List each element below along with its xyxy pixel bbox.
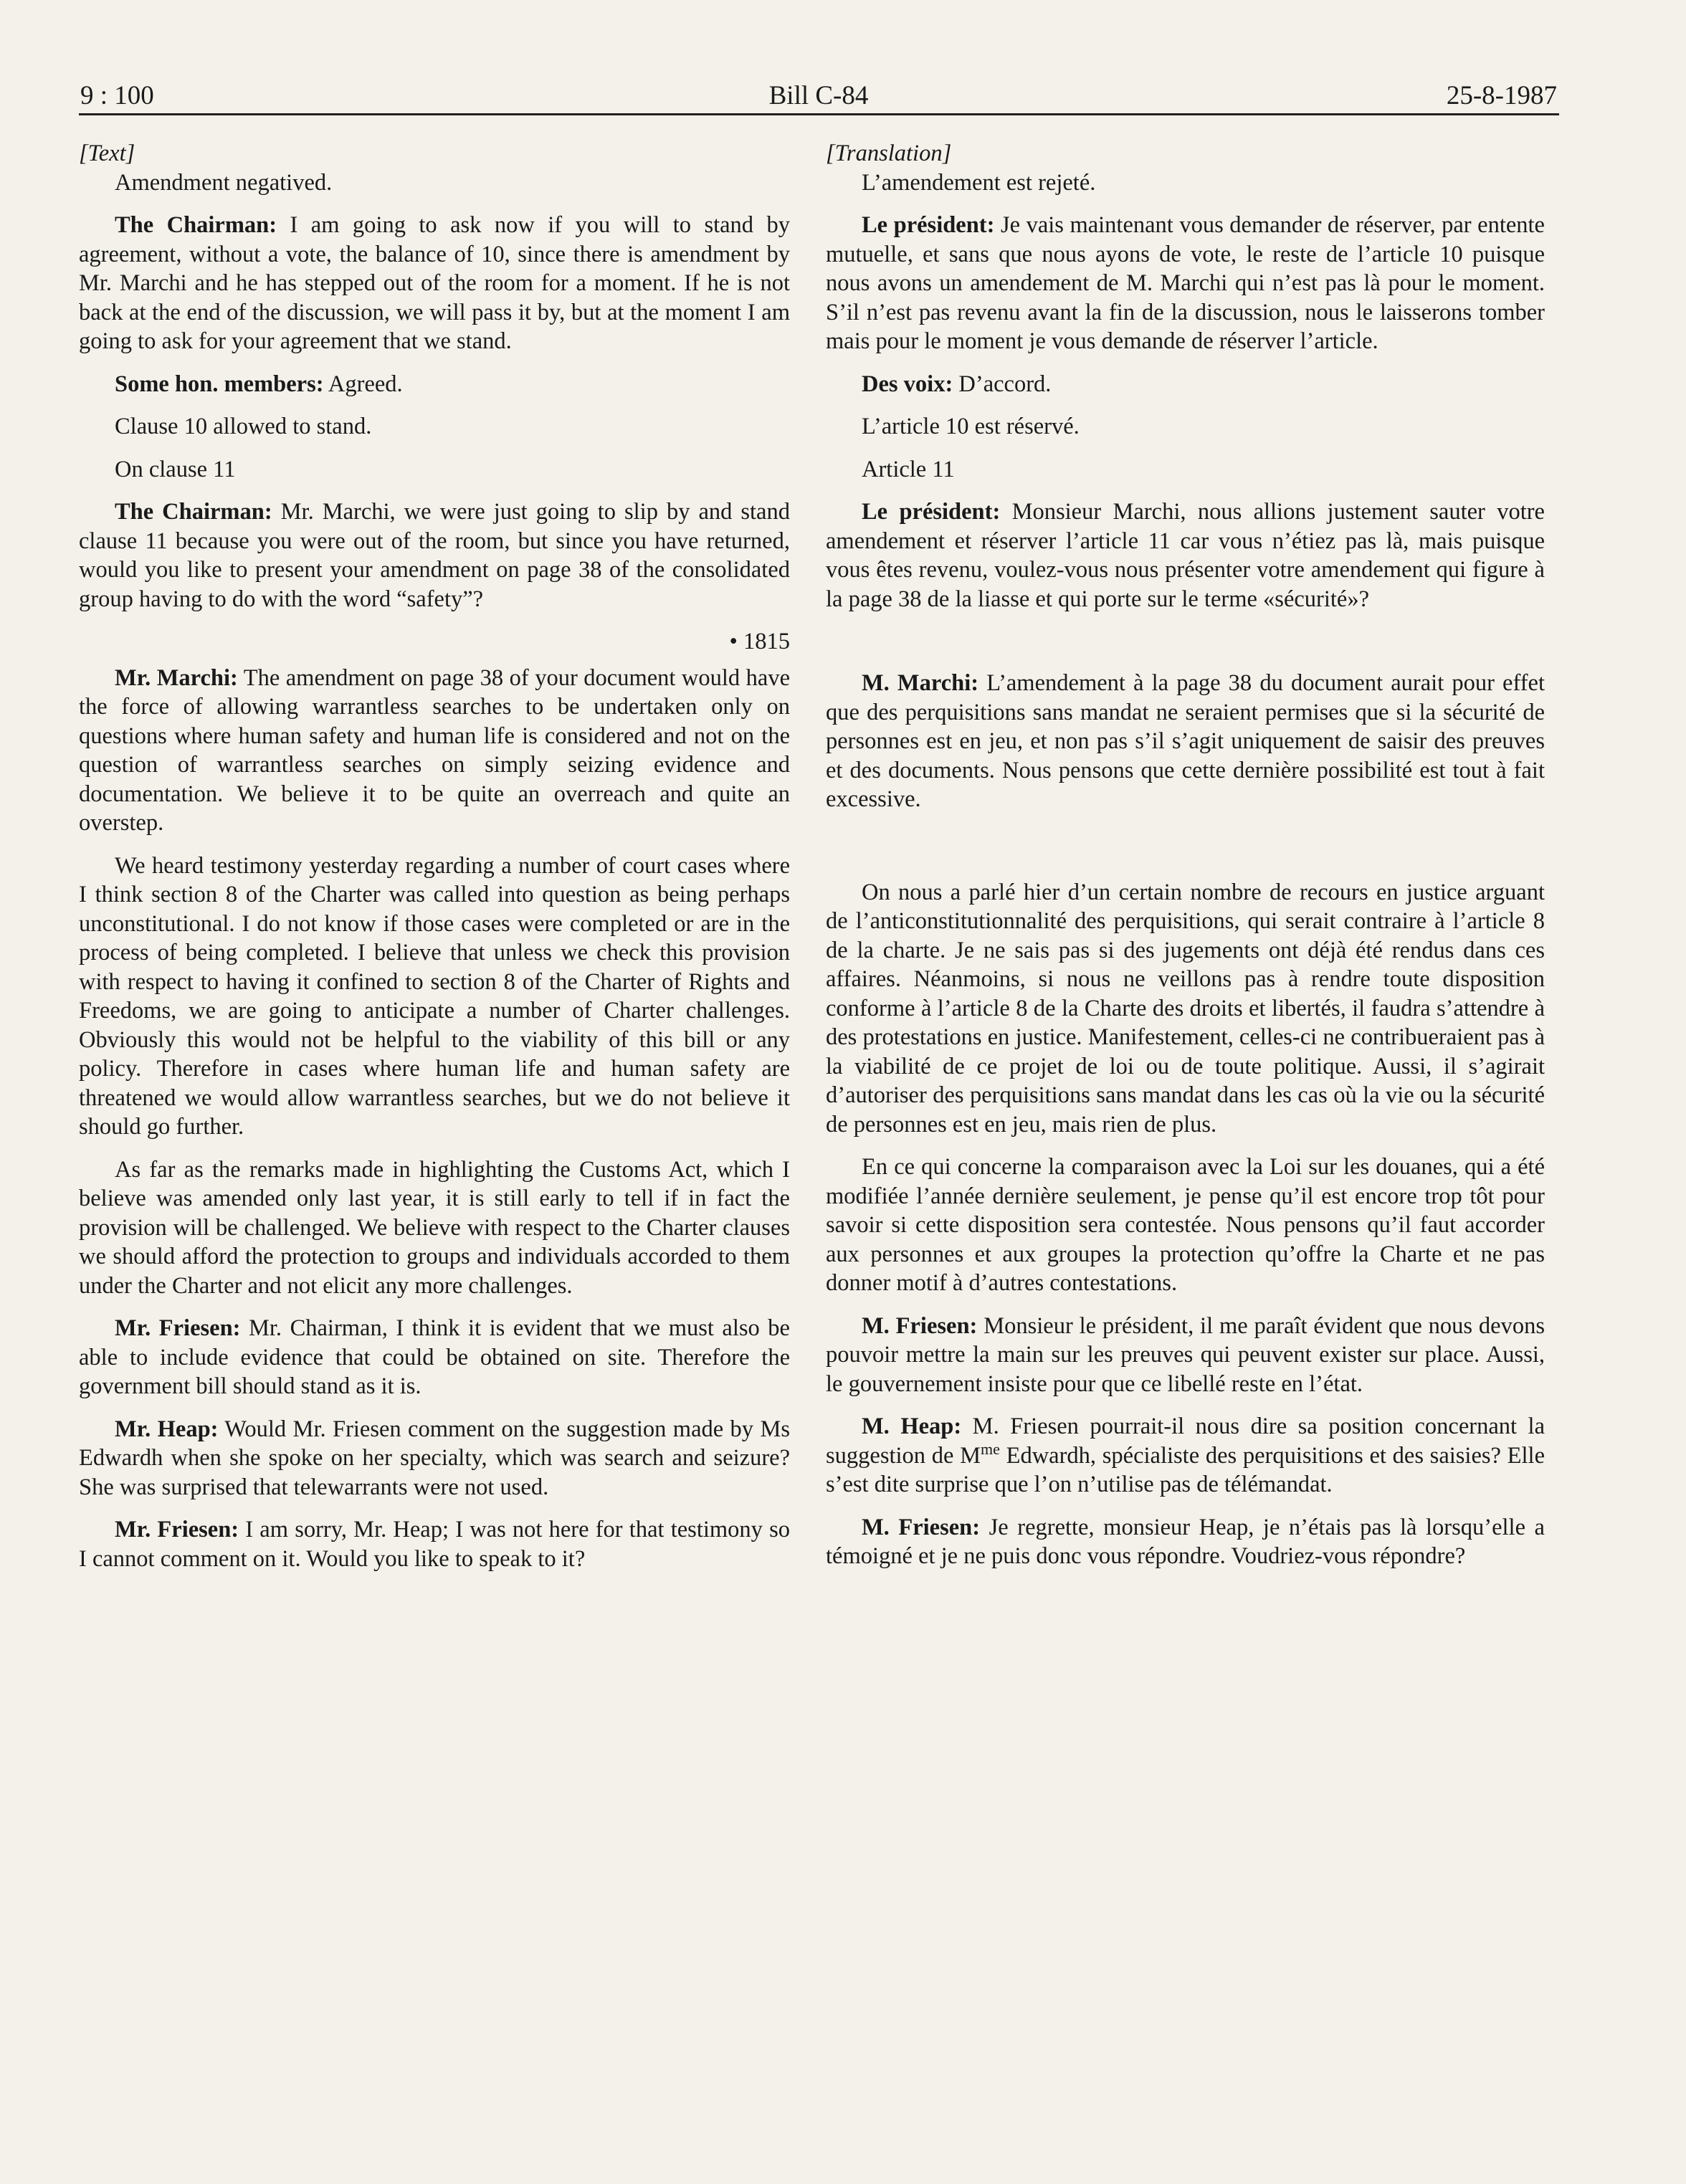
speaker-name: The Chairman: <box>115 212 277 238</box>
speaker-name: Mr. Friesen: <box>115 1517 239 1542</box>
speech <box>826 1312 1545 1399</box>
speech <box>79 211 790 356</box>
speech-text: I am going to ask now if you will to stand by agreement, without a vote, the balance of 10, since there is amendment by Mr. Marchi and he has stepped out of the room for a moment. If he is not back at the end of the discussion, we will pass it by, but at the moment I am going to ask for your agreement that we stand. <box>79 212 790 354</box>
speech-text: D’accord. <box>953 371 1052 397</box>
speech <box>826 497 1545 614</box>
speech-text: Je regrette, monsieur Heap, je n’étais pas là lorsqu’elle a témoigné et je ne puis donc vous répondre. Voudriez-vous répondre? <box>826 1514 1545 1569</box>
speaker-name: Des voix: <box>862 371 953 397</box>
speech <box>79 664 790 838</box>
speech-text: I am sorry, Mr. Heap; I was not here for that testimony so I cannot comment on it. Would you like to speak to it? <box>79 1517 790 1572</box>
speech <box>79 497 790 614</box>
timestamp: • 1815 <box>729 629 790 654</box>
speech-text: Je vais maintenant vous demander de réserver, par entente mutuelle, et sans que nous ayons de vote, le reste de l’article 10 puisque nous avons un amendement de M. Marchi qui n’est pas là pour le moment. S’il n’est pas revenu avant la fin de la discussion, nous le laisserons tomber mais pour le moment je vous demande de réserver l’article. <box>826 212 1545 354</box>
paragraph: Article 11 <box>862 456 955 482</box>
paragraph: En ce qui concerne la comparaison avec la Loi sur les douanes, qui a été modifiée l’année dernière seulement, je pense qu’il est encore trop tôt pour savoir si cette disposition sera contestée. Nous pensons qu’il faut accorder aux personnes et aux groupes la protection qu’offre la Charte et ne pas donner motif à d’autres contestations. <box>826 1154 1545 1296</box>
paragraph: L’amendement est rejeté. <box>862 169 1096 196</box>
superscript: me <box>981 1439 1000 1458</box>
paragraph: On clause 11 <box>115 456 236 482</box>
speech <box>79 1415 790 1502</box>
speech-text: Would Mr. Friesen comment on the suggestion made by Ms Edwardh when she spoke on her specialty, which was search and seizure? She was surprised that telewarrants were not used. <box>79 1416 790 1500</box>
speaker-name: Le président: <box>862 212 995 238</box>
paragraph: On nous a parlé hier d’un certain nombre de recours en justice arguant de l’anticonstitutionnalité des perquisitions, qui serait contraire à l’article 8 de la charte. Je ne sais pas si des jugements ont déjà été rendus dans ces affaires. Néanmoins, si nous ne veillons pas à rendre toute disposition conforme à l’article 8 de la Charte des droits et libertés, il faudra s’attendre à des protestations en justice. Manifestement, celles-ci ne contribueraient pas à la viabilité de ce projet de loi ou de toute politique. Aussi, il s’agirait d’autoriser des perquisitions sans mandat dans les cas où la vie ou la sécurité de personnes est en jeu, mais rien de plus. <box>826 879 1545 1138</box>
speech-text: L’amendement à la page 38 du document aurait pour effet que des perquisitions sans mandat ne seraient permises que si la sécurité de personnes est en jeu, et non pas s’il s’agit uniquement de saisir des preuves et des documents. Nous pensons que cette dernière possibilité est tout à fait excessive. <box>826 670 1545 812</box>
speech-text: Monsieur Marchi, nous allions justement sauter votre amendement et réserver l’article 11 car vous n’étiez pas là, mais puisque vous êtes revenu, voulez-vous nous présenter votre amendement qui figure à la page 38 de la liasse et qui porte sur le terme «sécurité»? <box>826 499 1545 612</box>
document-title: Bill C-84 <box>768 81 869 110</box>
speaker-name: M. Friesen: <box>862 1312 978 1339</box>
spacer <box>826 627 1545 669</box>
paragraph: L’article 10 est réservé. <box>862 414 1080 439</box>
paragraph: Clause 10 allowed to stand. <box>115 414 372 439</box>
paragraph: Amendment negatived. <box>115 169 333 196</box>
speech <box>79 370 790 399</box>
speaker-name: Mr. Friesen: <box>115 1315 241 1341</box>
speaker-name: M. Marchi: <box>862 670 979 696</box>
french-column <box>826 139 1545 1585</box>
spacer <box>826 828 1545 878</box>
english-column <box>79 139 790 1587</box>
speaker-name: M. Friesen: <box>862 1514 981 1540</box>
speech-text: Monsieur le président, il me paraît évident que nous devons pouvoir mettre la main sur les preuves qui peuvent exister sur place. Aussi, le gouvernement insiste pour que ce libellé reste en l’état. <box>826 1312 1545 1397</box>
speech-text: Mr. Marchi, we were just going to slip by and stand clause 11 because you were out of the room, but since you have returned, would you like to present your amendment on page 38 of the consolidated group having to do with the word “safety”? <box>79 499 790 612</box>
document-date: 25-8-1987 <box>1446 81 1557 110</box>
speaker-name: M. Heap: <box>862 1413 962 1439</box>
page-header <box>80 77 1557 115</box>
speech <box>826 1412 1545 1499</box>
speech <box>826 211 1545 356</box>
language-tag: [Translation] <box>826 140 952 166</box>
speech <box>826 370 1545 399</box>
language-tag: [Text] <box>79 140 135 166</box>
speaker-name: Some hon. members: <box>115 371 324 397</box>
speaker-name: Mr. Heap: <box>115 1416 219 1442</box>
speech-text: The amendment on page 38 of your document would have the force of allowing warrantless searches to be undertaken only on questions where human safety and human life is considered and not on the question of warrantless searches on simply seizing evidence and documentation. We believe it to be quite an overreach and quite an overstep. <box>79 664 790 836</box>
speech <box>79 1515 790 1573</box>
speech-text: M. Friesen pourrait-il nous dire sa position concernant la suggestion de M <box>826 1413 1545 1469</box>
speech-text: Edwardh, spécialiste des perquisitions et des saisies? Elle s’est dite surprise que l’on n’utilise pas de télémandat. <box>826 1442 1545 1497</box>
speaker-name: Le président: <box>862 499 1001 525</box>
speech <box>826 669 1545 814</box>
paragraph: As far as the remarks made in highlighting the Customs Act, which I believe was amended only last year, it is still early to tell if in fact the provision will be challenged. We believe with respect to the Charter clauses we should afford the protection to groups and individuals accorded to them under the Charter and not elicit any more challenges. <box>79 1156 790 1299</box>
header-rule <box>79 113 1559 115</box>
speech-text: Agreed. <box>323 371 403 397</box>
speech <box>79 1314 790 1401</box>
speech <box>826 1513 1545 1571</box>
paragraph: We heard testimony yesterday regarding a number of court cases where I think section 8 of the Charter was called into question as being perhaps unconstitutional. I do not know if those cases were completed or are in the process of being completed. I believe that unless we check this provision with respect to having it confined to section 8 of the Charter of Rights and Freedoms, we are going to anticipate a number of Charter challenges. Obviously this would not be helpful to the viability of this bill or any policy. Therefore in cases where human life and human safety are threatened we would allow warrantless searches, but we do not believe it should go further. <box>79 852 790 1140</box>
speaker-name: The Chairman: <box>115 499 272 525</box>
speech-text: Mr. Chairman, I think it is evident that we must also be able to include evidence that could be obtained on site. Therefore the government bill should stand as it is. <box>79 1315 790 1399</box>
page-number: 9 : 100 <box>80 81 154 110</box>
speaker-name: Mr. Marchi: <box>115 664 238 691</box>
